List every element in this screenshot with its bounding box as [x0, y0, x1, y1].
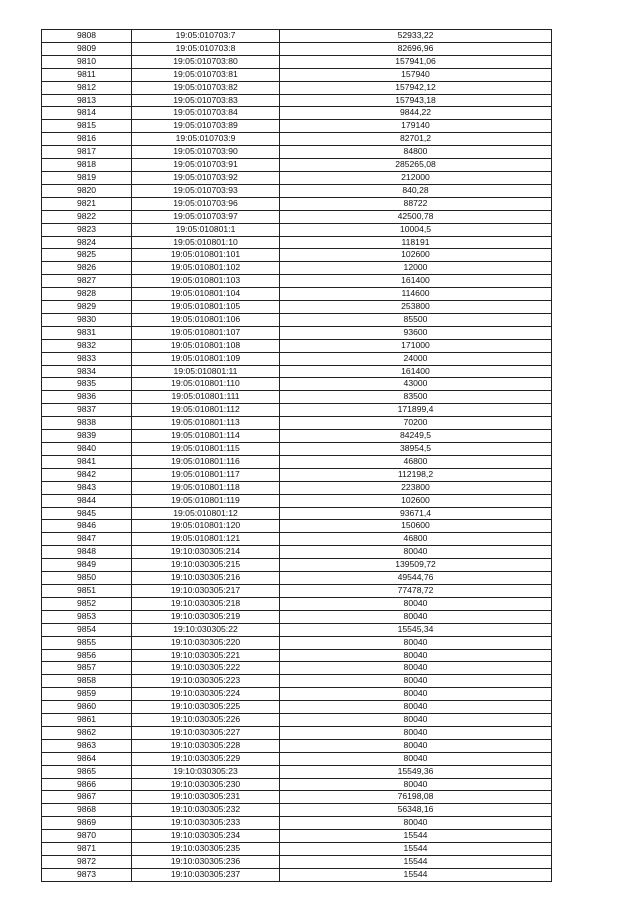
value-cell: 179140 [280, 120, 552, 133]
value-cell: 80040 [280, 714, 552, 727]
row-number-cell: 9860 [42, 701, 132, 714]
value-cell: 76198,08 [280, 791, 552, 804]
value-cell: 80040 [280, 675, 552, 688]
cadastral-number-cell: 19:10:030305:226 [132, 714, 280, 727]
cadastral-number-cell: 19:05:010801:120 [132, 520, 280, 533]
value-cell: 80040 [280, 649, 552, 662]
row-number-cell: 9828 [42, 288, 132, 301]
cadastral-number-cell: 19:05:010801:112 [132, 404, 280, 417]
table-row [42, 856, 552, 869]
value-cell: 102600 [280, 494, 552, 507]
table-row [42, 184, 552, 197]
value-cell: 84800 [280, 146, 552, 159]
value-cell: 42500,78 [280, 210, 552, 223]
table-row [42, 313, 552, 326]
value-cell: 171000 [280, 339, 552, 352]
row-number-cell: 9844 [42, 494, 132, 507]
table-row [42, 391, 552, 404]
value-cell: 10004,5 [280, 223, 552, 236]
cadastral-number-cell: 19:10:030305:222 [132, 662, 280, 675]
table-row [42, 701, 552, 714]
data-table [41, 29, 552, 882]
cadastral-number-cell: 19:05:010703:82 [132, 81, 280, 94]
cadastral-number-cell: 19:10:030305:231 [132, 791, 280, 804]
row-number-cell: 9849 [42, 559, 132, 572]
cadastral-number-cell: 19:10:030305:234 [132, 830, 280, 843]
table-row [42, 326, 552, 339]
cadastral-number-cell: 19:05:010801:105 [132, 301, 280, 314]
row-number-cell: 9871 [42, 843, 132, 856]
table-row [42, 868, 552, 881]
row-number-cell: 9809 [42, 42, 132, 55]
value-cell: 85500 [280, 313, 552, 326]
cadastral-number-cell: 19:05:010801:104 [132, 288, 280, 301]
table-row [42, 159, 552, 172]
value-cell: 80040 [280, 546, 552, 559]
cadastral-number-cell: 19:05:010703:81 [132, 68, 280, 81]
table-row [42, 623, 552, 636]
value-cell: 15549,36 [280, 765, 552, 778]
table-row [42, 378, 552, 391]
cadastral-number-cell: 19:05:010703:83 [132, 94, 280, 107]
table-row [42, 352, 552, 365]
table-row [42, 55, 552, 68]
cadastral-number-cell: 19:10:030305:216 [132, 572, 280, 585]
value-cell: 102600 [280, 249, 552, 262]
value-cell: 212000 [280, 171, 552, 184]
value-cell: 9844,22 [280, 107, 552, 120]
cadastral-number-cell: 19:05:010801:113 [132, 417, 280, 430]
cadastral-number-cell: 19:05:010801:10 [132, 236, 280, 249]
value-cell: 223800 [280, 481, 552, 494]
row-number-cell: 9820 [42, 184, 132, 197]
row-number-cell: 9816 [42, 133, 132, 146]
value-cell: 46800 [280, 455, 552, 468]
table-row [42, 559, 552, 572]
table-row [42, 417, 552, 430]
row-number-cell: 9862 [42, 726, 132, 739]
row-number-cell: 9823 [42, 223, 132, 236]
value-cell: 12000 [280, 262, 552, 275]
row-number-cell: 9872 [42, 856, 132, 869]
cadastral-number-cell: 19:05:010703:80 [132, 55, 280, 68]
table-row [42, 520, 552, 533]
table-row [42, 275, 552, 288]
cadastral-number-cell: 19:05:010703:92 [132, 171, 280, 184]
value-cell: 118191 [280, 236, 552, 249]
cadastral-number-cell: 19:05:010703:8 [132, 42, 280, 55]
value-cell: 161400 [280, 365, 552, 378]
row-number-cell: 9853 [42, 610, 132, 623]
row-number-cell: 9865 [42, 765, 132, 778]
cadastral-number-cell: 19:10:030305:228 [132, 739, 280, 752]
row-number-cell: 9834 [42, 365, 132, 378]
cadastral-number-cell: 19:10:030305:232 [132, 804, 280, 817]
row-number-cell: 9850 [42, 572, 132, 585]
table-row [42, 288, 552, 301]
cadastral-number-cell: 19:10:030305:223 [132, 675, 280, 688]
value-cell: 80040 [280, 701, 552, 714]
cadastral-number-cell: 19:10:030305:215 [132, 559, 280, 572]
value-cell: 80040 [280, 597, 552, 610]
table-row [42, 830, 552, 843]
value-cell: 93600 [280, 326, 552, 339]
value-cell: 80040 [280, 662, 552, 675]
table-row [42, 301, 552, 314]
value-cell: 80040 [280, 726, 552, 739]
value-cell: 84249,5 [280, 430, 552, 443]
table-row [42, 236, 552, 249]
row-number-cell: 9819 [42, 171, 132, 184]
row-number-cell: 9825 [42, 249, 132, 262]
value-cell: 112198,2 [280, 468, 552, 481]
table-row [42, 778, 552, 791]
row-number-cell: 9852 [42, 597, 132, 610]
row-number-cell: 9811 [42, 68, 132, 81]
value-cell: 80040 [280, 739, 552, 752]
cadastral-number-cell: 19:10:030305:227 [132, 726, 280, 739]
row-number-cell: 9810 [42, 55, 132, 68]
cadastral-number-cell: 19:10:030305:219 [132, 610, 280, 623]
cadastral-number-cell: 19:10:030305:23 [132, 765, 280, 778]
row-number-cell: 9821 [42, 197, 132, 210]
cadastral-number-cell: 19:10:030305:218 [132, 597, 280, 610]
value-cell: 80040 [280, 610, 552, 623]
row-number-cell: 9863 [42, 739, 132, 752]
cadastral-number-cell: 19:05:010801:11 [132, 365, 280, 378]
cadastral-number-cell: 19:05:010801:109 [132, 352, 280, 365]
row-number-cell: 9830 [42, 313, 132, 326]
row-number-cell: 9858 [42, 675, 132, 688]
row-number-cell: 9868 [42, 804, 132, 817]
table-row [42, 791, 552, 804]
table-row [42, 365, 552, 378]
table-row [42, 662, 552, 675]
table-row [42, 804, 552, 817]
row-number-cell: 9815 [42, 120, 132, 133]
cadastral-number-cell: 19:05:010801:101 [132, 249, 280, 262]
row-number-cell: 9838 [42, 417, 132, 430]
cadastral-number-cell: 19:05:010801:102 [132, 262, 280, 275]
cadastral-number-cell: 19:05:010801:107 [132, 326, 280, 339]
table-row [42, 68, 552, 81]
table-row [42, 533, 552, 546]
value-cell: 43000 [280, 378, 552, 391]
table-row [42, 507, 552, 520]
table-row [42, 843, 552, 856]
value-cell: 80040 [280, 778, 552, 791]
cadastral-number-cell: 19:05:010801:117 [132, 468, 280, 481]
cadastral-number-cell: 19:05:010801:103 [132, 275, 280, 288]
cadastral-number-cell: 19:05:010801:1 [132, 223, 280, 236]
row-number-cell: 9836 [42, 391, 132, 404]
value-cell: 15544 [280, 856, 552, 869]
cadastral-number-cell: 19:05:010703:84 [132, 107, 280, 120]
value-cell: 285265,08 [280, 159, 552, 172]
cadastral-number-cell: 19:05:010801:108 [132, 339, 280, 352]
table-row [42, 675, 552, 688]
cadastral-number-cell: 19:05:010703:93 [132, 184, 280, 197]
table-row [42, 249, 552, 262]
table-row [42, 133, 552, 146]
row-number-cell: 9813 [42, 94, 132, 107]
value-cell: 83500 [280, 391, 552, 404]
table-row [42, 223, 552, 236]
cadastral-number-cell: 19:10:030305:229 [132, 752, 280, 765]
row-number-cell: 9859 [42, 688, 132, 701]
value-cell: 114600 [280, 288, 552, 301]
table-row [42, 494, 552, 507]
value-cell: 157943,18 [280, 94, 552, 107]
row-number-cell: 9835 [42, 378, 132, 391]
table-row [42, 146, 552, 159]
row-number-cell: 9832 [42, 339, 132, 352]
value-cell: 15544 [280, 830, 552, 843]
cadastral-number-cell: 19:10:030305:225 [132, 701, 280, 714]
cadastral-number-cell: 19:10:030305:230 [132, 778, 280, 791]
value-cell: 157941,06 [280, 55, 552, 68]
table-row [42, 649, 552, 662]
row-number-cell: 9870 [42, 830, 132, 843]
table-row [42, 42, 552, 55]
table-row [42, 636, 552, 649]
cadastral-number-cell: 19:10:030305:221 [132, 649, 280, 662]
value-cell: 150600 [280, 520, 552, 533]
cadastral-number-cell: 19:05:010801:116 [132, 455, 280, 468]
table-row [42, 714, 552, 727]
row-number-cell: 9846 [42, 520, 132, 533]
value-cell: 80040 [280, 636, 552, 649]
cadastral-number-cell: 19:10:030305:235 [132, 843, 280, 856]
row-number-cell: 9818 [42, 159, 132, 172]
table-row [42, 210, 552, 223]
table-row [42, 107, 552, 120]
cadastral-number-cell: 19:05:010703:91 [132, 159, 280, 172]
value-cell: 38954,5 [280, 443, 552, 456]
row-number-cell: 9837 [42, 404, 132, 417]
value-cell: 56348,16 [280, 804, 552, 817]
row-number-cell: 9867 [42, 791, 132, 804]
row-number-cell: 9855 [42, 636, 132, 649]
cadastral-number-cell: 19:05:010801:106 [132, 313, 280, 326]
row-number-cell: 9841 [42, 455, 132, 468]
row-number-cell: 9845 [42, 507, 132, 520]
row-number-cell: 9854 [42, 623, 132, 636]
row-number-cell: 9861 [42, 714, 132, 727]
table-row [42, 726, 552, 739]
row-number-cell: 9864 [42, 752, 132, 765]
table-row [42, 481, 552, 494]
table-row [42, 752, 552, 765]
table-row [42, 30, 552, 43]
value-cell: 82696,96 [280, 42, 552, 55]
cadastral-number-cell: 19:05:010801:118 [132, 481, 280, 494]
table-row [42, 546, 552, 559]
table-row [42, 572, 552, 585]
value-cell: 15544 [280, 843, 552, 856]
cadastral-number-cell: 19:05:010801:110 [132, 378, 280, 391]
value-cell: 80040 [280, 752, 552, 765]
cadastral-number-cell: 19:10:030305:214 [132, 546, 280, 559]
value-cell: 82701,2 [280, 133, 552, 146]
table-row [42, 688, 552, 701]
row-number-cell: 9833 [42, 352, 132, 365]
cadastral-number-cell: 19:05:010801:115 [132, 443, 280, 456]
cadastral-number-cell: 19:05:010703:7 [132, 30, 280, 43]
cadastral-number-cell: 19:10:030305:236 [132, 856, 280, 869]
row-number-cell: 9856 [42, 649, 132, 662]
table-row [42, 404, 552, 417]
row-number-cell: 9817 [42, 146, 132, 159]
value-cell: 171899,4 [280, 404, 552, 417]
value-cell: 70200 [280, 417, 552, 430]
row-number-cell: 9869 [42, 817, 132, 830]
value-cell: 157942,12 [280, 81, 552, 94]
row-number-cell: 9808 [42, 30, 132, 43]
table-row [42, 171, 552, 184]
table-row [42, 584, 552, 597]
value-cell: 93671,4 [280, 507, 552, 520]
row-number-cell: 9839 [42, 430, 132, 443]
value-cell: 80040 [280, 817, 552, 830]
cadastral-number-cell: 19:05:010703:96 [132, 197, 280, 210]
row-number-cell: 9829 [42, 301, 132, 314]
cadastral-number-cell: 19:10:030305:217 [132, 584, 280, 597]
table-row [42, 430, 552, 443]
row-number-cell: 9822 [42, 210, 132, 223]
row-number-cell: 9848 [42, 546, 132, 559]
row-number-cell: 9866 [42, 778, 132, 791]
row-number-cell: 9824 [42, 236, 132, 249]
table-row [42, 94, 552, 107]
value-cell: 24000 [280, 352, 552, 365]
row-number-cell: 9826 [42, 262, 132, 275]
row-number-cell: 9847 [42, 533, 132, 546]
cadastral-number-cell: 19:05:010801:111 [132, 391, 280, 404]
cadastral-number-cell: 19:05:010703:9 [132, 133, 280, 146]
table-row [42, 765, 552, 778]
table-row [42, 597, 552, 610]
table-row [42, 262, 552, 275]
cadastral-number-cell: 19:10:030305:224 [132, 688, 280, 701]
row-number-cell: 9842 [42, 468, 132, 481]
cadastral-number-cell: 19:10:030305:22 [132, 623, 280, 636]
row-number-cell: 9831 [42, 326, 132, 339]
table-row [42, 817, 552, 830]
cadastral-number-cell: 19:05:010801:121 [132, 533, 280, 546]
table-row [42, 443, 552, 456]
row-number-cell: 9857 [42, 662, 132, 675]
cadastral-number-cell: 19:10:030305:233 [132, 817, 280, 830]
cadastral-number-cell: 19:10:030305:220 [132, 636, 280, 649]
value-cell: 46800 [280, 533, 552, 546]
value-cell: 15545,34 [280, 623, 552, 636]
table-row [42, 455, 552, 468]
value-cell: 253800 [280, 301, 552, 314]
row-number-cell: 9843 [42, 481, 132, 494]
row-number-cell: 9873 [42, 868, 132, 881]
table-row [42, 339, 552, 352]
table-row [42, 610, 552, 623]
table-row [42, 468, 552, 481]
table-row [42, 120, 552, 133]
table-row [42, 81, 552, 94]
value-cell: 52933,22 [280, 30, 552, 43]
value-cell: 77478,72 [280, 584, 552, 597]
value-cell: 157940 [280, 68, 552, 81]
cadastral-number-cell: 19:05:010801:119 [132, 494, 280, 507]
table-body [42, 30, 552, 882]
value-cell: 161400 [280, 275, 552, 288]
row-number-cell: 9851 [42, 584, 132, 597]
cadastral-number-cell: 19:05:010703:97 [132, 210, 280, 223]
cadastral-number-cell: 19:05:010801:114 [132, 430, 280, 443]
cadastral-number-cell: 19:05:010703:90 [132, 146, 280, 159]
value-cell: 139509,72 [280, 559, 552, 572]
cadastral-number-cell: 19:05:010703:89 [132, 120, 280, 133]
row-number-cell: 9812 [42, 81, 132, 94]
value-cell: 80040 [280, 688, 552, 701]
value-cell: 840,28 [280, 184, 552, 197]
table-row [42, 739, 552, 752]
cadastral-number-cell: 19:10:030305:237 [132, 868, 280, 881]
row-number-cell: 9827 [42, 275, 132, 288]
row-number-cell: 9814 [42, 107, 132, 120]
row-number-cell: 9840 [42, 443, 132, 456]
value-cell: 15544 [280, 868, 552, 881]
value-cell: 88722 [280, 197, 552, 210]
cadastral-number-cell: 19:05:010801:12 [132, 507, 280, 520]
value-cell: 49544,76 [280, 572, 552, 585]
table-row [42, 197, 552, 210]
